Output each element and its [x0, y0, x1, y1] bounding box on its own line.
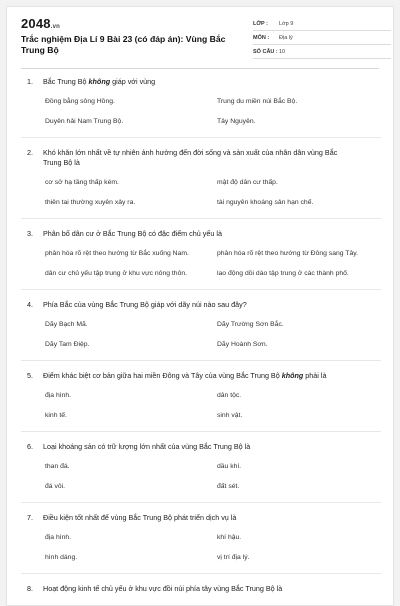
meta-table [253, 17, 391, 59]
question-divider [21, 289, 381, 290]
question-divider [21, 573, 381, 574]
question-emphasis: không [88, 77, 111, 86]
question-number: 2. [27, 148, 33, 157]
question-number: 1. [27, 77, 33, 86]
meta-value: Lớp 9 [279, 20, 294, 27]
question-text [43, 77, 381, 87]
answer-options [45, 381, 381, 421]
question-divider [21, 218, 381, 219]
question-text-part: Phía Bắc của vùng Bắc Trung Bộ giáp với dãy núi nào sau đây? [43, 300, 247, 309]
question-stem [21, 229, 381, 239]
question-item [21, 229, 381, 279]
answer-option[interactable]: địa hình. [45, 392, 72, 399]
meta-key: MÔN : [253, 34, 270, 41]
meta-key: LỚP : [253, 20, 268, 27]
question-number: 6. [27, 442, 33, 451]
answer-option[interactable]: lao động dồi dào tập trung ở các thành phố. [217, 270, 349, 277]
answer-option[interactable]: Tây Nguyên. [217, 118, 256, 125]
question-emphasis: không [281, 371, 304, 380]
answer-option[interactable]: phân hóa rõ rệt theo hướng từ Đông sang Tây. [217, 250, 359, 257]
document-header [21, 7, 379, 69]
question-text [43, 513, 381, 523]
question-number: 4. [27, 300, 33, 309]
logo-tld: .vn [50, 24, 61, 30]
site-logo[interactable] [21, 16, 60, 31]
question-text [43, 442, 381, 452]
question-item [21, 584, 381, 594]
question-stem [21, 77, 381, 87]
answer-option[interactable]: Trung du miền núi Bắc Bộ. [217, 98, 298, 105]
question-item [21, 77, 381, 127]
question-text-part: Điều kiện tốt nhất để vùng Bắc Trung Bộ phát triển dịch vụ là [43, 513, 237, 522]
question-divider [21, 431, 381, 432]
answer-option[interactable]: Dãy Hoành Sơn. [217, 341, 268, 348]
answer-options [45, 310, 381, 350]
meta-key: SỐ CÂU : [253, 48, 278, 55]
answer-option[interactable]: Dãy Tam Điệp. [45, 341, 90, 348]
page-title: Trắc nghiệm Địa Lí 9 Bài 23 (có đáp án): Vùng Bắc Trung Bộ [21, 34, 226, 55]
answer-option[interactable]: mật độ dân cư thấp. [217, 179, 278, 186]
answer-option[interactable]: Dãy Trường Sơn Bắc. [217, 321, 284, 328]
question-text-part: Điểm khác biệt cơ bản giữa hai miền Đông và Tây của vùng Bắc Trung Bộ [43, 371, 282, 380]
question-text [43, 148, 381, 168]
question-stem [21, 584, 381, 594]
answer-option[interactable]: dân cư chủ yếu tập trung ở khu vực nông thôn. [45, 270, 188, 277]
answer-options [45, 168, 381, 208]
answer-option[interactable]: đất sét. [217, 483, 240, 490]
answer-options [45, 239, 381, 279]
answer-option[interactable]: kinh tế. [45, 412, 67, 419]
answer-option[interactable]: dân tộc. [217, 392, 242, 399]
question-text-part: Khó khăn lớn nhất về tự nhiên ảnh hưởng đến đời sống và sản xuất của nhân dân vùng Bắc Trung Bộ là [43, 148, 338, 167]
answer-option[interactable]: phân hóa rõ rệt theo hướng từ Bắc xuống Nam. [45, 250, 189, 257]
question-stem [21, 442, 381, 452]
question-divider [21, 360, 381, 361]
question-number: 8. [27, 584, 33, 593]
answer-option[interactable]: dầu khí. [217, 463, 242, 470]
question-text [43, 300, 381, 310]
answer-option[interactable]: sinh vật. [217, 412, 243, 419]
question-divider [21, 502, 381, 503]
answer-option[interactable]: địa hình. [45, 534, 72, 541]
answer-option[interactable]: than đá. [45, 463, 70, 470]
answer-option[interactable]: Dãy Bạch Mã. [45, 321, 88, 328]
question-text-part: Bắc Trung Bộ [43, 77, 89, 86]
question-item [21, 300, 381, 350]
question-item [21, 371, 381, 421]
document-page [6, 6, 394, 606]
question-list [21, 77, 381, 594]
meta-value: 10 [279, 48, 286, 55]
answer-option[interactable]: đá vôi. [45, 483, 66, 490]
question-stem [21, 371, 381, 381]
answer-options [45, 523, 381, 563]
question-text-part: giáp với vùng [110, 77, 156, 86]
question-text-part: Phân bố dân cư ở Bắc Trung Bộ có đặc điểm chủ yếu là [43, 229, 222, 238]
answer-option[interactable]: cơ sở hạ tầng thấp kém. [45, 179, 119, 186]
question-number: 5. [27, 371, 33, 380]
meta-row [253, 45, 391, 59]
answer-option[interactable]: Đồng bằng sông Hồng. [45, 98, 115, 105]
answer-option[interactable]: hình dáng. [45, 554, 78, 561]
question-text [43, 371, 381, 381]
answer-options [45, 87, 381, 127]
answer-option[interactable]: tài nguyên khoáng sản hạn chế. [217, 199, 314, 206]
question-stem [21, 513, 381, 523]
answer-option[interactable]: khí hậu. [217, 534, 242, 541]
logo-text: 2048 [21, 16, 51, 31]
question-divider [21, 137, 381, 138]
question-text-part: Loại khoáng sản có trữ lượng lớn nhất của vùng Bắc Trung Bộ là [43, 442, 251, 451]
answer-option[interactable]: thiên tai thường xuyên xảy ra. [45, 199, 136, 206]
question-text [43, 229, 381, 239]
question-number: 7. [27, 513, 33, 522]
question-text-part: phải là [303, 371, 327, 380]
question-stem [21, 300, 381, 310]
answer-option[interactable]: Duyên hải Nam Trung Bộ. [45, 118, 124, 125]
question-number: 3. [27, 229, 33, 238]
answer-option[interactable]: vị trí địa lý. [217, 554, 250, 561]
meta-row [253, 17, 391, 31]
meta-row [253, 31, 391, 45]
meta-value: Địa lý [279, 34, 293, 41]
question-item [21, 148, 381, 208]
question-text [43, 584, 381, 594]
question-stem [21, 148, 381, 168]
answer-options [45, 452, 381, 492]
question-item [21, 513, 381, 563]
question-item [21, 442, 381, 492]
question-text-part: Hoạt động kinh tế chủ yếu ở khu vực đồi núi phía tây vùng Bắc Trung Bộ là [43, 584, 283, 593]
